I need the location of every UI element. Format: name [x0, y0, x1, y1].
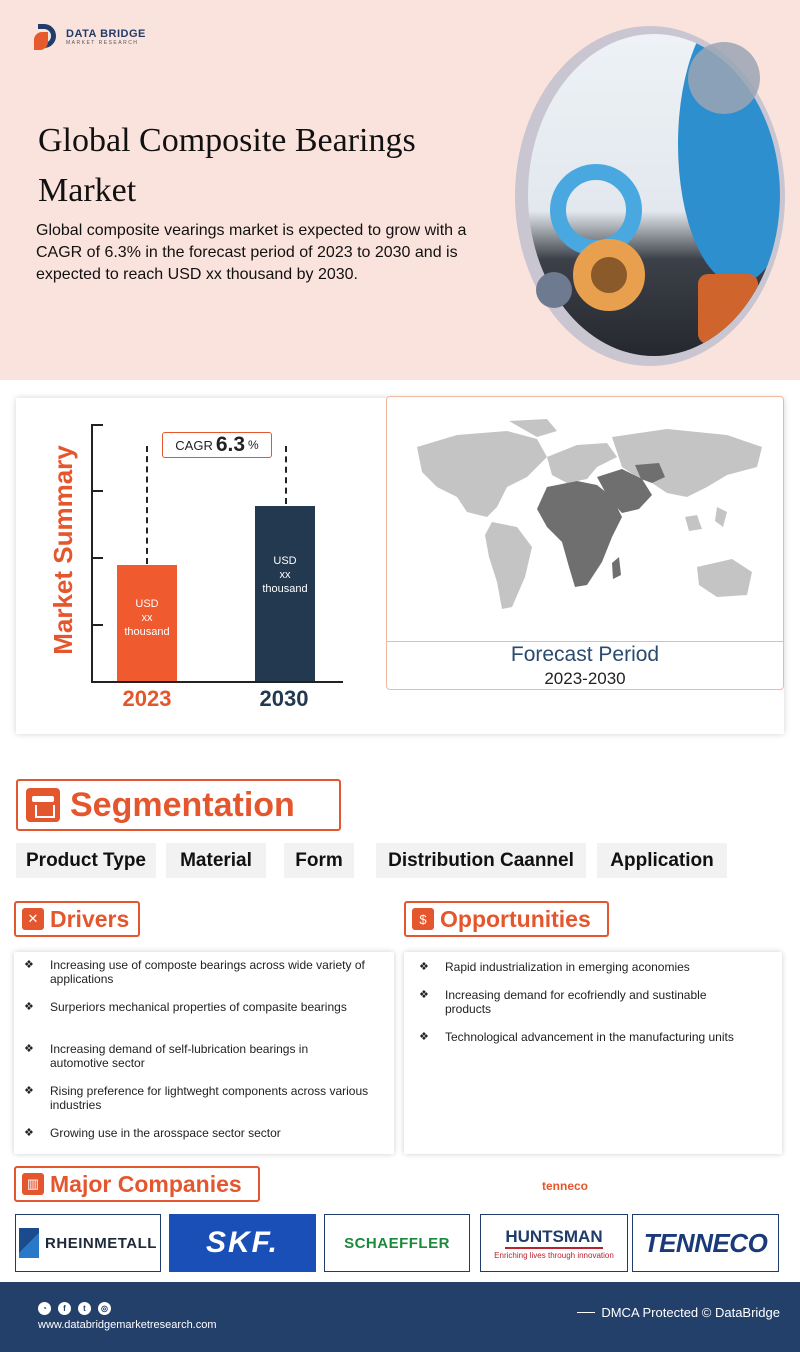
world-map-icon	[397, 417, 775, 627]
tenneco-logo	[632, 1214, 779, 1272]
bar-label: thousand	[124, 626, 170, 638]
rheinmetall-logo	[15, 1214, 161, 1272]
list-item: ❖ Surperiors mechanical properties of compasite bearings	[24, 1000, 347, 1014]
brand-tagline: MARKET RESEARCH	[66, 40, 139, 46]
hero-description: Global composite vearings market is expected to grow with a CAGR of 6.3% in the forecast period of 2023 to 2030 and is expected to reach USD xx thousand by 2030.	[36, 222, 467, 283]
hero-section	[0, 0, 800, 380]
y-tick	[91, 424, 103, 426]
page-title: Global Composite Bearings Market	[38, 122, 416, 209]
segment-chip: Material	[166, 843, 266, 878]
website-link[interactable]: www.databridgemarketresearch.com	[38, 1319, 217, 1331]
cagr-prefix: CAGR	[175, 437, 213, 453]
cagr-suffix: %	[248, 438, 259, 452]
schaeffler-logo	[324, 1214, 470, 1272]
list-item: ❖ Technological advancement in the manufacturing units	[419, 1030, 734, 1044]
brand-name: DATA BRIDGE	[66, 28, 146, 40]
dmca-text: DMCA Protected © DataBridge	[601, 1305, 780, 1320]
diamond-bullet-icon: ❖	[24, 1085, 34, 1097]
rheinmetall-mark-icon	[19, 1228, 39, 1258]
year-label-2030: 2030	[259, 686, 309, 711]
divider	[387, 641, 783, 642]
list-item: ❖ Rising preference for lightweght components across various industries	[24, 1084, 369, 1112]
logo-text: SCHAEFFLER	[344, 1234, 450, 1252]
logo-text: TENNECO	[643, 1227, 768, 1258]
list-item: ❖ Increasing demand for ecofriendly and sustinable products	[419, 988, 707, 1016]
logo-text: HUNTSMAN	[505, 1227, 602, 1249]
companies-caption: tenneco	[541, 1179, 588, 1193]
instagram-icon[interactable]: ◎	[98, 1302, 111, 1315]
diamond-bullet-icon: ❖	[24, 959, 34, 971]
segmentation-header	[16, 779, 341, 831]
list-item: ❖ Rapid industrialization in emerging aconomies	[419, 960, 690, 974]
divider	[577, 1312, 595, 1313]
forecast-period-years: 2023-2030	[544, 669, 626, 688]
cagr-badge	[162, 432, 272, 458]
diamond-bullet-icon: ❖	[24, 1001, 34, 1013]
building-icon: ▥	[22, 1173, 44, 1195]
diamond-bullet-icon: ❖	[24, 1043, 34, 1055]
opportunities-header	[404, 901, 609, 937]
forecast-period-title: Forecast Period	[510, 643, 660, 666]
huntsman-logo	[480, 1214, 628, 1272]
bar-label: xx	[279, 569, 291, 581]
footer	[0, 1282, 800, 1352]
diamond-bullet-icon: ❖	[24, 1127, 34, 1139]
list-item: ❖ Increasing demand of self-lubrication bearings in automotive sector	[24, 1042, 309, 1070]
list-item: ❖ Growing use in the arosspace sector sector	[24, 1126, 281, 1140]
logo-tagline: Enriching lives through innovation	[494, 1250, 614, 1260]
major-companies-title: Major Companies	[50, 1170, 242, 1197]
list-item: ❖ Increasing use of composte bearings across wide variety of applications	[24, 958, 365, 986]
chart-x-axis	[91, 681, 343, 683]
major-companies-header	[14, 1166, 260, 1202]
logo-text: RHEINMETALL	[45, 1234, 157, 1252]
cagr-value: 6.3	[215, 433, 246, 456]
bar-2023	[117, 565, 177, 681]
opportunities-list	[404, 952, 782, 1154]
diamond-bullet-icon: ❖	[419, 989, 429, 1001]
brand-logo[interactable]	[34, 22, 146, 52]
forecast-map-card	[386, 396, 784, 690]
y-tick	[91, 624, 103, 626]
bar-label: thousand	[262, 583, 308, 595]
diamond-bullet-icon: ❖	[419, 961, 429, 973]
opportunity-icon: $	[412, 908, 434, 930]
opportunities-title: Opportunities	[440, 905, 591, 932]
market-summary-label: Market Summary	[48, 445, 78, 655]
social-links	[38, 1302, 111, 1315]
segment-chip: Application	[597, 843, 727, 878]
year-label-2023: 2023	[122, 686, 172, 711]
drivers-title: Drivers	[50, 905, 130, 932]
bar-label: USD	[135, 598, 159, 610]
segment-chip: Distribution Caannel	[376, 843, 586, 878]
wrench-icon: ✕	[22, 908, 44, 930]
store-icon	[26, 788, 60, 822]
bar-2030	[255, 506, 315, 681]
drivers-header	[14, 901, 140, 937]
drivers-list	[14, 952, 394, 1154]
chart-y-axis	[91, 424, 93, 682]
segment-chip: Product Type	[16, 843, 156, 878]
skf-logo	[169, 1214, 316, 1272]
twitter-icon[interactable]: t	[78, 1302, 91, 1315]
y-tick	[91, 557, 103, 559]
cagr-connector	[285, 446, 287, 504]
diamond-bullet-icon: ❖	[419, 1031, 429, 1043]
segment-chip: Form	[284, 843, 354, 878]
decorative-circle	[536, 272, 572, 308]
decorative-circle	[688, 42, 760, 114]
bar-label: xx	[141, 612, 153, 624]
y-tick	[91, 490, 103, 492]
logo-text: SKF.	[205, 1226, 279, 1259]
databridge-logo-icon	[34, 22, 62, 52]
segmentation-title: Segmentation	[70, 785, 295, 824]
bar-label: USD	[273, 555, 297, 567]
facebook-icon[interactable]: f	[58, 1302, 71, 1315]
dmca-notice	[577, 1305, 780, 1320]
whatsapp-icon[interactable]: ◔	[38, 1302, 51, 1315]
cagr-connector	[146, 446, 148, 564]
